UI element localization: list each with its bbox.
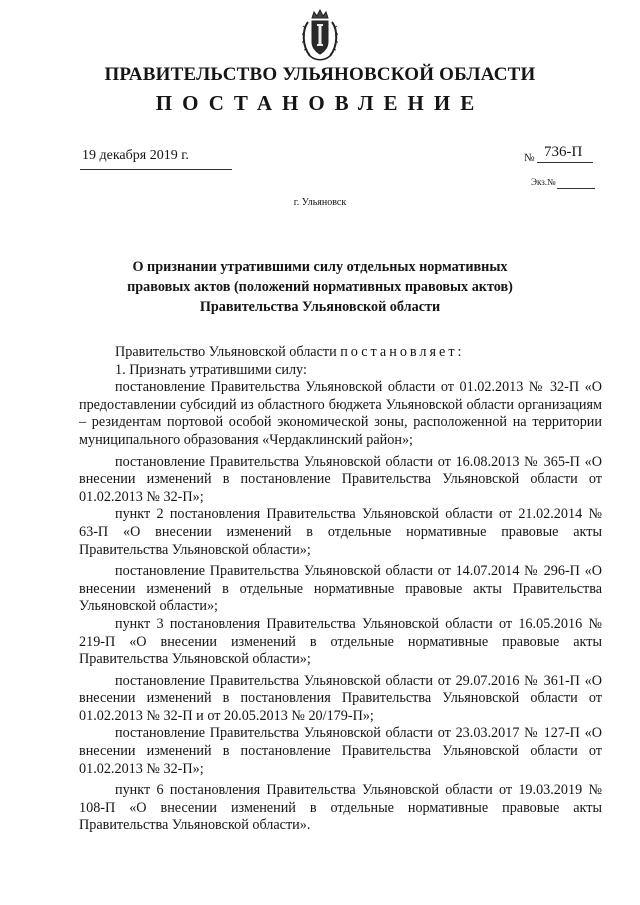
repealed-act: постановление Правительства Ульяновской области от 16.08.2013 № 365-П «О внесении изменений в постановление Правительства Ульяновской области от 01.02.2013 № 32-П»; [79,453,602,505]
repealed-act: постановление Правительства Ульяновской области от 14.07.2014 № 296-П «О внесении изменений в отдельные нормативные правовые акты Правительства Ульяновской области»; [79,563,602,615]
repealed-act: постановление Правительства Ульяновской области от 29.07.2016 № 361-П «О внесении изменений в постановления Правительства Ульяновской области от 01.02.2013 № 32-П и от 20.05.2013 № 20/179-П»; [79,672,602,724]
subject-line: Правительства Ульяновской области [199,299,441,315]
government-name: ПРАВИТЕЛЬСТВО УЛЬЯНОВСКОЙ ОБЛАСТИ [104,64,536,85]
city: г. Ульяновск [293,197,347,208]
intro-paragraph [79,344,602,362]
subject-line: О признании утратившими силу отдельных нормативных [132,259,508,275]
coat-of-arms-icon [300,8,340,64]
date-underline [80,169,232,170]
repealed-act: постановление Правительства Ульяновской области от 23.03.2017 № 127-П «О внесении изменений в постановление Правительства Ульяновской области от 01.02.2013 № 32-П»; [79,725,602,777]
document-subject [70,257,570,317]
repealed-act: пункт 3 постановления Правительства Ульяновской области от 16.05.2016 № 219-П «О внесении изменений в отдельные нормативные правовые акты Правительства Ульяновской области»; [79,615,602,668]
number-underline [537,162,593,163]
subject-line: правовых актов (положений нормативных правовых актов) [127,279,513,295]
document-body [79,344,602,835]
number-label: № [524,152,535,164]
document-date: 19 декабря 2019 г. [82,148,189,163]
document-type: ПОСТАНОВЛЕНИЕ [155,91,485,115]
item-1: 1. Признать утратившими силу: [115,361,307,378]
intro-prefix: Правительство Ульяновской области [115,344,337,360]
intro-verb: постановляет: [340,344,465,360]
repealed-act: пункт 2 постановления Правительства Ульяновской области от 21.02.2014 № 63-П «О внесении изменений в отдельные нормативные правовые акты Правительства Ульяновской области»; [79,506,602,558]
repealed-act: пункт 6 постановления Правительства Ульяновской области от 19.03.2019 № 108-П «О внесении изменений в отдельные нормативные правовые акты Правительства Ульяновской области». [79,782,602,834]
copy-number-underline [557,188,595,189]
copy-number-label: Экз.№ [531,177,556,187]
document-number: 736-П [544,144,583,160]
repealed-act: постановление Правительства Ульяновской области от 01.02.2013 № 32-П «О предоставлении субсидий из областного бюджета Ульяновской области организациям – резидентам портовой особой экономической зоны, расположенной на территории муниципального образования «Чердаклинский район»; [79,379,602,448]
